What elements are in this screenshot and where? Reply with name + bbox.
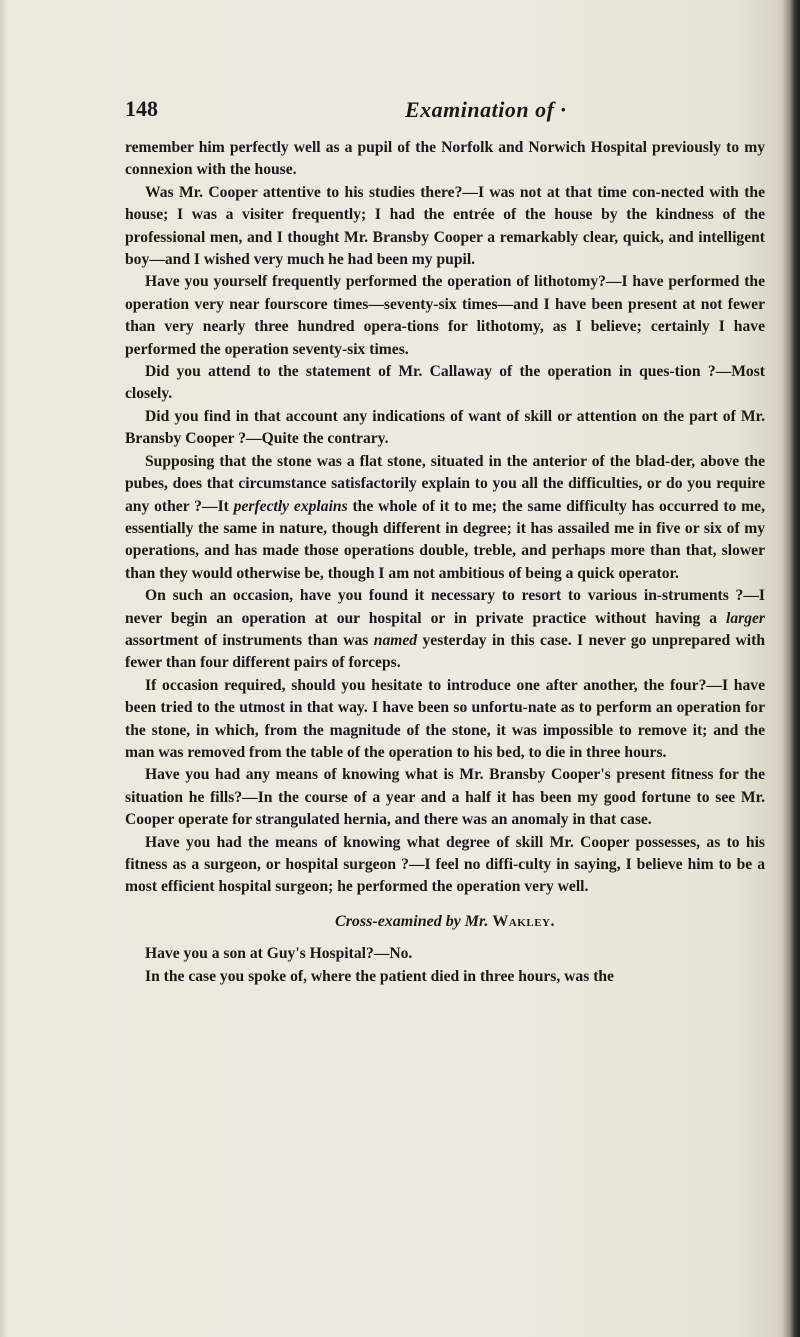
emphasis: larger xyxy=(726,609,765,627)
paragraph: Did you attend to the statement of Mr. Callaway of the operation in ques-tion ?—Most closely. xyxy=(125,363,765,403)
paragraph: Did you find in that account any indications of want of skill or attention on the part of Mr. Bransby Cooper ?—Quite the contrary. xyxy=(125,407,765,448)
page-gutter-shadow xyxy=(0,0,8,1337)
text-run: the whole of it to me; the same difficulty has occurred to me, essentially the same in nature, though different in degree; it has assailed me in five or six of my operations, and has made those operations double, treble, and perhaps more than that, slower than they would otherwise be, though I am not ambitious of being a quick operator. xyxy=(125,497,765,582)
text-run: On such an occasion, have you found it necessary to resort to various in-struments ?—I never begin an operation at our hospital or in private practice without having a xyxy=(125,587,765,627)
subheading-text: Cross-examined by Mr. xyxy=(335,912,493,930)
paragraph: Have you had any means of knowing what is Mr. Bransby Cooper's present fitness for the situation he fills?—In the course of a year and a half it has been my good fortune to see Mr. Cooper operate for strangulated hernia, and there was an anomaly in that case. xyxy=(125,766,765,829)
text-run: assortment of instruments than was xyxy=(125,631,374,649)
body-text xyxy=(125,137,765,988)
book-spine-edge xyxy=(782,0,800,1337)
emphasis: perfectly explains xyxy=(233,497,348,515)
paragraph: In the case you spoke of, where the patient died in three hours, was the xyxy=(145,967,614,985)
section-subheading xyxy=(125,911,765,933)
paragraph: Have you yourself frequently performed the operation of lithotomy?—I have performed the operation very near fourscore times—seventy-six times—and I have been present at not fewer than very nearly three hundred opera-tions for lithotomy, as I believe; certainly I have performed the operation seventy-six times. xyxy=(125,273,765,358)
running-head: Examination of · xyxy=(405,97,567,122)
paragraph xyxy=(125,451,765,585)
emphasis: named xyxy=(373,631,418,649)
paragraph: remember him perfectly well as a pupil of the Norfolk and Norwich Hospital previously to my connexion with the house. xyxy=(125,139,765,179)
text-run: Supposing that the stone was a flat stone, situated in the anterior of the blad-der, above the pubes, does that circumstance satisfactorily explain to you all the difficulties, or do you require any other ?—It xyxy=(125,452,765,515)
paragraph: If occasion required, should you hesitate to introduce one after another, the four?—I have been tried to the utmost in that way. I have been so unfortu-nate as to perform an operation for the stone, in which, from the magnitude of the stone, it was impossible to remove it; and the man was removed from the table of the operation to his bed, to die in three hours. xyxy=(125,676,765,761)
paragraph xyxy=(125,585,765,675)
page-header xyxy=(125,96,735,126)
subheading-name: Wakley. xyxy=(492,912,555,930)
paragraph: Have you a son at Guy's Hospital?—No. xyxy=(145,945,413,963)
paragraph: Was Mr. Cooper attentive to his studies there?—I was not at that time con-nected with the house; I was a visiter frequently; I had the entrée of the house by the kindness of the professional men, and I thought Mr. Bransby Cooper a remarkably clear, quick, and intelligent boy—and I wished very much he had been my pupil. xyxy=(125,183,765,269)
text-run: yesterday in this case. I never go unprepared with fewer than four different pairs of forceps. xyxy=(125,631,765,672)
page-number: 148 xyxy=(125,96,158,121)
paragraph: Have you had the means of knowing what degree of skill Mr. Cooper possesses, as to his fitness as a surgeon, or hospital surgeon ?—I feel no diffi-culty in saying, I believe him to be a most efficient hospital surgeon; he performed the operation very well. xyxy=(125,833,765,896)
